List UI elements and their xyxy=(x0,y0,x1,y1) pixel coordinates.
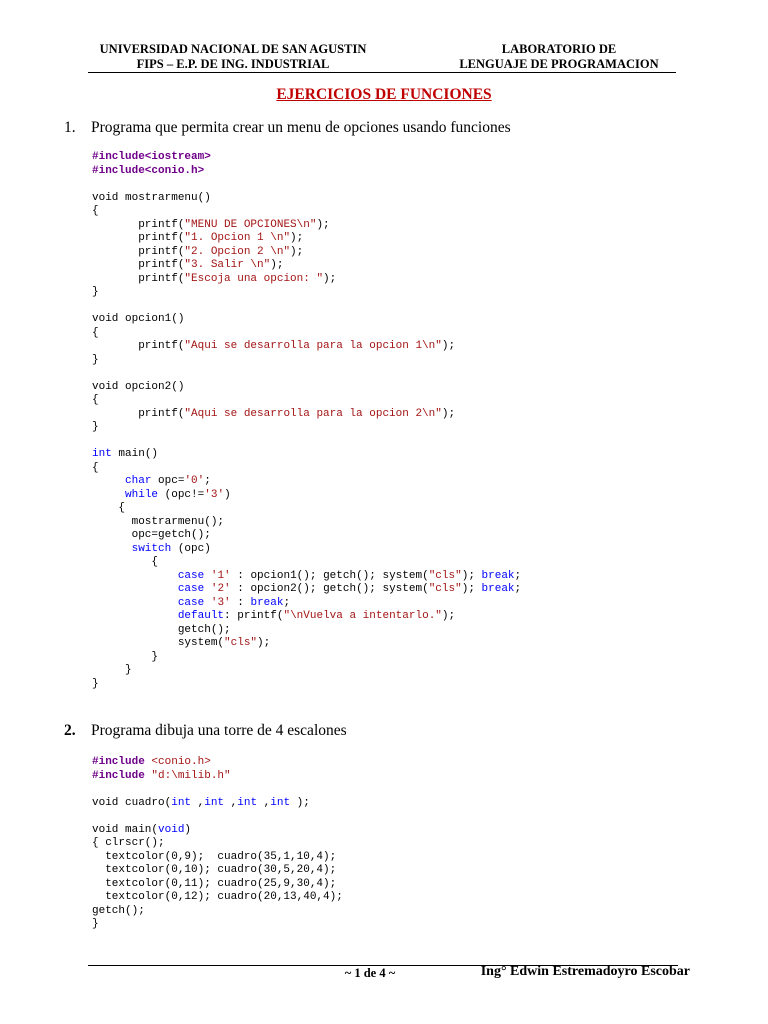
code-token: ) xyxy=(184,823,192,836)
code-token: ); xyxy=(290,245,304,258)
exercise-2-number: 2. xyxy=(64,722,76,739)
code-token: } xyxy=(92,918,99,930)
code-line xyxy=(92,489,521,503)
code-token: mostrarmenu(); xyxy=(92,515,225,528)
code-line xyxy=(92,286,521,300)
code-token: ) xyxy=(224,488,231,501)
code-token: case xyxy=(177,596,205,609)
code-token: ); xyxy=(441,340,456,352)
code-line xyxy=(92,891,343,905)
code-token: void xyxy=(158,823,185,836)
code-line xyxy=(92,408,521,422)
code-token: break xyxy=(481,583,515,595)
code-token: (opc) xyxy=(171,542,211,555)
code-line xyxy=(92,651,521,665)
code-token: ); xyxy=(290,796,310,809)
code-token: , xyxy=(191,796,205,809)
code-token: { clrscr(); xyxy=(92,837,165,849)
exercise-2-heading xyxy=(64,722,347,740)
header-lab: LABORATORIO DE xyxy=(501,42,617,56)
code-line xyxy=(92,543,521,557)
header-course xyxy=(440,42,678,71)
code-token: break xyxy=(481,569,515,582)
header-faculty: FIPS – E.P. DE ING. INDUSTRIAL xyxy=(136,56,330,71)
exercise-2-description: Programa dibuja una torre de 4 escalones xyxy=(91,722,347,739)
code-token: '0' xyxy=(184,475,205,487)
code-token: { xyxy=(92,461,99,474)
code-token: printf( xyxy=(92,259,185,271)
code-line xyxy=(92,421,521,435)
code-token: , xyxy=(224,796,238,809)
code-token: ); xyxy=(257,637,271,649)
code-token: { xyxy=(92,556,159,568)
code-token: #include xyxy=(92,769,152,782)
code-line xyxy=(92,556,521,570)
code-token: printf( xyxy=(92,245,185,258)
code-token: "1. Opcion 1 \n" xyxy=(184,232,291,244)
code-line xyxy=(92,797,343,811)
code-line xyxy=(92,462,521,476)
code-line xyxy=(92,583,521,597)
code-token: ); xyxy=(461,583,482,595)
code-token: case xyxy=(177,583,205,595)
code-token: { xyxy=(92,205,99,217)
code-token: #include<iostream> xyxy=(92,151,211,163)
code-token: void main( xyxy=(92,823,159,836)
code-token: "Escoja una opcion: " xyxy=(184,272,324,285)
code-token xyxy=(92,475,125,487)
code-token: int xyxy=(237,796,258,809)
exercise-1-code-block xyxy=(92,151,521,691)
code-token: "MENU DE OPCIONES\n" xyxy=(184,218,317,231)
code-line xyxy=(92,864,343,878)
code-line xyxy=(92,610,521,624)
code-line xyxy=(92,570,521,584)
code-token: printf( xyxy=(92,218,185,231)
code-token: printf( xyxy=(92,232,185,244)
code-token: { xyxy=(92,394,99,406)
code-line xyxy=(92,151,521,165)
code-token: default xyxy=(177,610,225,622)
code-token: ); xyxy=(270,259,284,271)
code-token: printf( xyxy=(92,272,185,285)
code-token: void opcion1() xyxy=(92,313,185,325)
code-line xyxy=(92,435,521,449)
code-line xyxy=(92,394,521,408)
code-token: } xyxy=(92,677,99,690)
code-token: '3' xyxy=(210,596,231,609)
code-token: system( xyxy=(92,637,225,649)
code-token: ; xyxy=(514,583,522,595)
code-token xyxy=(92,570,178,582)
code-token: : opcion1(); getch(); system( xyxy=(230,569,429,582)
exercise-1-number: 1. xyxy=(64,119,76,136)
code-token: } xyxy=(92,286,99,298)
code-token: opc= xyxy=(151,475,185,487)
code-line xyxy=(92,810,343,824)
code-token: "d:\milib.h" xyxy=(151,769,231,782)
code-token: ); xyxy=(461,569,482,582)
code-line xyxy=(92,448,521,462)
code-line xyxy=(92,327,521,341)
exercise-2-code-block xyxy=(92,756,343,932)
code-token: } xyxy=(92,664,132,676)
code-token: textcolor(0,12); cuadro(20,13,40,4); xyxy=(92,891,343,903)
code-token: int xyxy=(171,796,192,809)
code-line xyxy=(92,232,521,246)
code-token xyxy=(92,583,178,595)
code-token xyxy=(92,597,178,609)
code-line xyxy=(92,192,521,206)
code-token: ); xyxy=(290,232,304,244)
code-line xyxy=(92,824,343,838)
code-token: getch(); xyxy=(92,904,145,917)
code-line xyxy=(92,246,521,260)
code-line xyxy=(92,529,521,543)
code-line xyxy=(92,165,521,179)
code-token: #include xyxy=(92,756,152,768)
code-token: (opc!= xyxy=(158,488,205,501)
code-token: '2' xyxy=(210,583,231,595)
code-line xyxy=(92,783,343,797)
code-token: break xyxy=(250,596,284,609)
code-token: ); xyxy=(441,610,456,622)
code-token: "3. Salir \n" xyxy=(184,259,271,271)
code-token: "Aqui se desarrolla para la opcion 1\n" xyxy=(184,340,442,352)
code-token: "2. Opcion 2 \n" xyxy=(184,245,291,258)
code-line xyxy=(92,381,521,395)
code-token xyxy=(204,570,211,582)
code-line xyxy=(92,597,521,611)
code-line xyxy=(92,516,521,530)
code-token xyxy=(204,583,211,595)
code-line xyxy=(92,918,343,932)
code-line xyxy=(92,205,521,219)
code-line xyxy=(92,502,521,516)
code-line xyxy=(92,178,521,192)
header-course-name: LENGUAJE DE PROGRAMACION xyxy=(459,56,659,71)
code-token: { xyxy=(92,326,99,339)
code-token: getch(); xyxy=(92,623,231,636)
code-token: textcolor(0,11); cuadro(25,9,30,4); xyxy=(92,877,337,890)
code-token: } xyxy=(92,353,99,366)
code-line xyxy=(92,354,521,368)
code-token: "cls" xyxy=(428,583,462,595)
code-token: void mostrarmenu() xyxy=(92,191,211,204)
exercise-1-heading xyxy=(64,119,511,137)
code-token: char xyxy=(125,475,152,487)
code-token: #include<conio.h> xyxy=(92,164,205,177)
code-line xyxy=(92,367,521,381)
code-token: <conio.h> xyxy=(151,756,211,768)
code-token xyxy=(92,489,125,501)
code-token: { xyxy=(92,502,126,514)
code-token: switch xyxy=(131,542,172,555)
code-token: opc=getch(); xyxy=(92,529,211,541)
code-token: "cls" xyxy=(428,569,462,582)
code-token: : opcion2(); getch(); system( xyxy=(230,583,429,595)
code-token: textcolor(0,9); cuadro(35,1,10,4); xyxy=(92,850,337,863)
code-line xyxy=(92,851,343,865)
code-token: } xyxy=(92,421,99,433)
code-token: '3' xyxy=(204,488,225,501)
code-line xyxy=(92,300,521,314)
code-token: int xyxy=(92,448,112,460)
code-token: void opcion2() xyxy=(92,380,185,393)
code-token: "cls" xyxy=(224,637,258,649)
code-token: ; xyxy=(514,569,522,582)
code-token: , xyxy=(257,796,271,809)
page-title: EJERCICIOS DE FUNCIONES xyxy=(276,86,492,103)
code-line xyxy=(92,837,343,851)
header-divider xyxy=(88,72,676,73)
code-line xyxy=(92,905,343,919)
code-token xyxy=(92,610,178,622)
code-line xyxy=(92,273,521,287)
code-token: ; xyxy=(283,596,291,609)
code-line xyxy=(92,678,521,692)
page-number: ~ 1 de 4 ~ xyxy=(344,966,396,980)
code-token: printf( xyxy=(92,407,185,420)
code-line xyxy=(92,664,521,678)
code-line xyxy=(92,878,343,892)
code-token: } xyxy=(92,650,159,663)
code-token: : xyxy=(230,596,251,609)
code-token: int xyxy=(204,796,225,809)
code-token: while xyxy=(125,488,159,501)
code-token: ; xyxy=(204,475,211,487)
code-token xyxy=(92,543,132,555)
code-line xyxy=(92,637,521,651)
footer-author: Ing° Edwin Estremadoyro Escobar xyxy=(480,964,690,979)
code-token: printf( xyxy=(92,340,185,352)
code-line xyxy=(92,475,521,489)
code-token xyxy=(204,597,211,609)
code-token: case xyxy=(177,569,205,582)
code-line xyxy=(92,624,521,638)
code-token: : printf( xyxy=(224,610,284,622)
code-line xyxy=(92,259,521,273)
code-token: '1' xyxy=(210,569,231,582)
code-token: "Aqui se desarrolla para la opcion 2\n" xyxy=(184,407,442,420)
code-token: main() xyxy=(111,448,159,460)
code-line xyxy=(92,770,343,784)
code-line xyxy=(92,340,521,354)
code-token: "\nVuelva a intentarlo." xyxy=(283,610,442,622)
code-line xyxy=(92,219,521,233)
code-token: ); xyxy=(323,272,337,285)
header-university: UNIVERSIDAD NACIONAL DE SAN AGUSTIN xyxy=(99,42,367,56)
exercise-1-description: Programa que permita crear un menu de opciones usando funciones xyxy=(91,119,511,136)
code-token: int xyxy=(270,796,291,809)
code-token: void cuadro( xyxy=(92,796,172,809)
code-line xyxy=(92,756,343,770)
code-token: ); xyxy=(316,218,330,231)
code-token: textcolor(0,10); cuadro(30,5,20,4); xyxy=(92,864,337,876)
code-token: ); xyxy=(441,407,456,420)
code-line xyxy=(92,313,521,327)
header-institution xyxy=(88,42,378,71)
